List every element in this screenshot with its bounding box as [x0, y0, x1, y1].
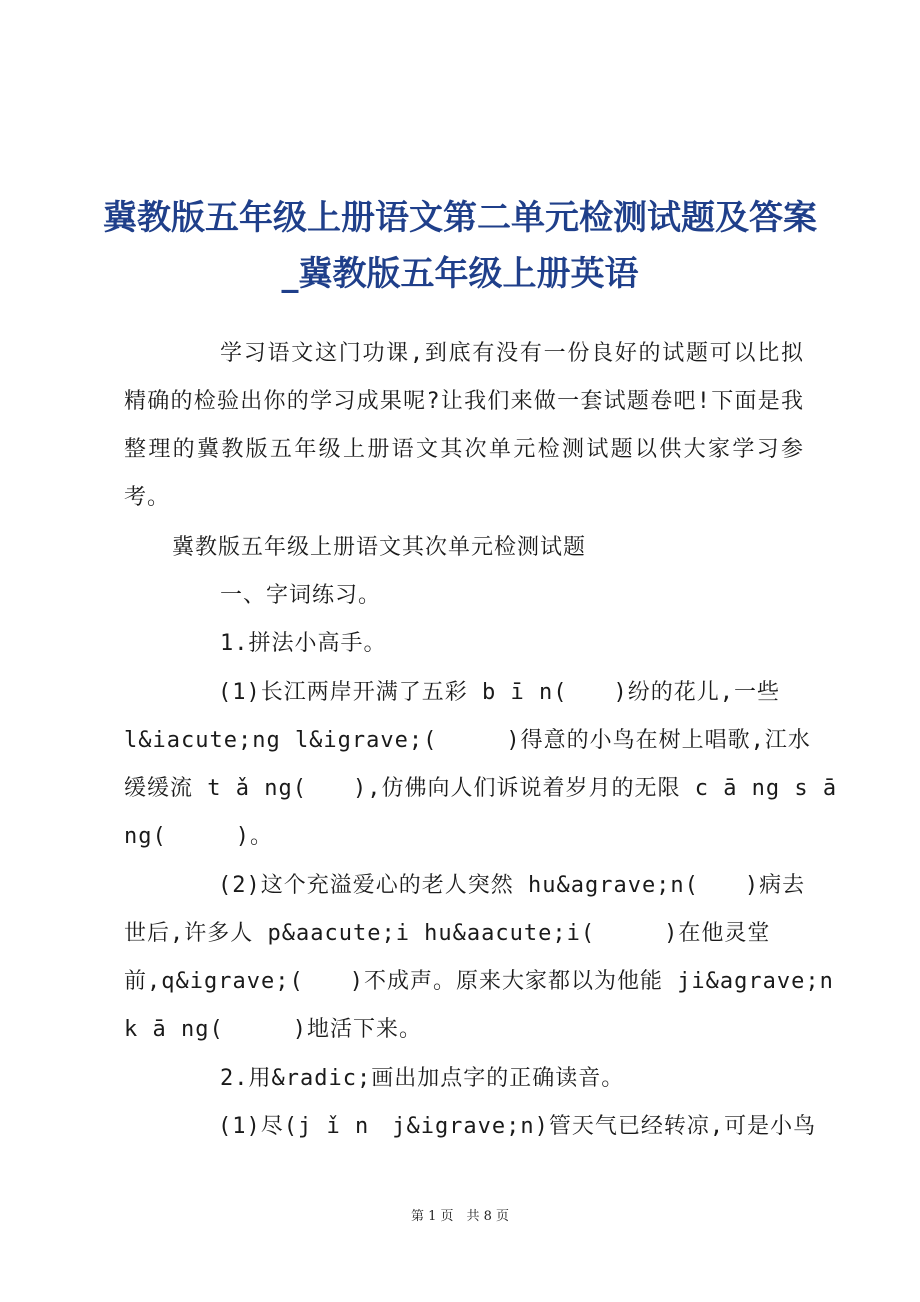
question-1-1-line-1: (1)长江两岸开满了五彩 b ī n( )纷的花儿,一些: [218, 680, 780, 705]
question-1-title: 1.拼法小高手。: [220, 631, 387, 656]
part-one-heading: 一、字词练习。: [220, 583, 382, 608]
question-1-1-line-4: ng( )。: [124, 824, 273, 849]
question-1-2-line-1: (2)这个充溢爱心的老人突然 hu&agrave;n( )病去: [218, 873, 806, 898]
intro-paragraph: 学习语文这门功课,到底有没有一份良好的试题可以比拟精确的检验出你的学习成果呢?让我们来做一套试题卷吧!下面是我整理的冀教版五年级上册语文其次单元检测试题以供大家学习参考。: [124, 341, 804, 510]
section-title: 冀教版五年级上册语文其次单元检测试题: [172, 535, 587, 560]
question-1-2-line-2: 世后,许多人 p&aacute;i hu&aacute;i( )在他灵堂: [124, 921, 771, 946]
question-1-2-line-3: 前,q&igrave;( )不成声。原来大家都以为他能 ji&agrave;n: [124, 969, 834, 994]
question-1-2-line-4: k ā ng( )地活下来。: [124, 1017, 422, 1042]
question-1-1-line-3: 缓缓流 t ǎ ng( ),仿佛向人们诉说着岁月的无限 c ā ng s ā: [124, 776, 838, 801]
document-title: 冀教版五年级上册语文第二单元检测试题及答案_冀教版五年级上册英语: [103, 198, 817, 294]
question-2-1-line-1: (1)尽(j ǐ n j&igrave;n)管天气已经转凉,可是小鸟: [218, 1114, 817, 1139]
question-2-title: 2.用&radic;画出加点字的正确读音。: [220, 1066, 625, 1091]
page-footer: 第 1 页 共 8 页: [410, 1209, 510, 1224]
question-1-1-line-2: l&iacute;ng l&igrave;( )得意的小鸟在树上唱歌,江水: [124, 728, 811, 753]
